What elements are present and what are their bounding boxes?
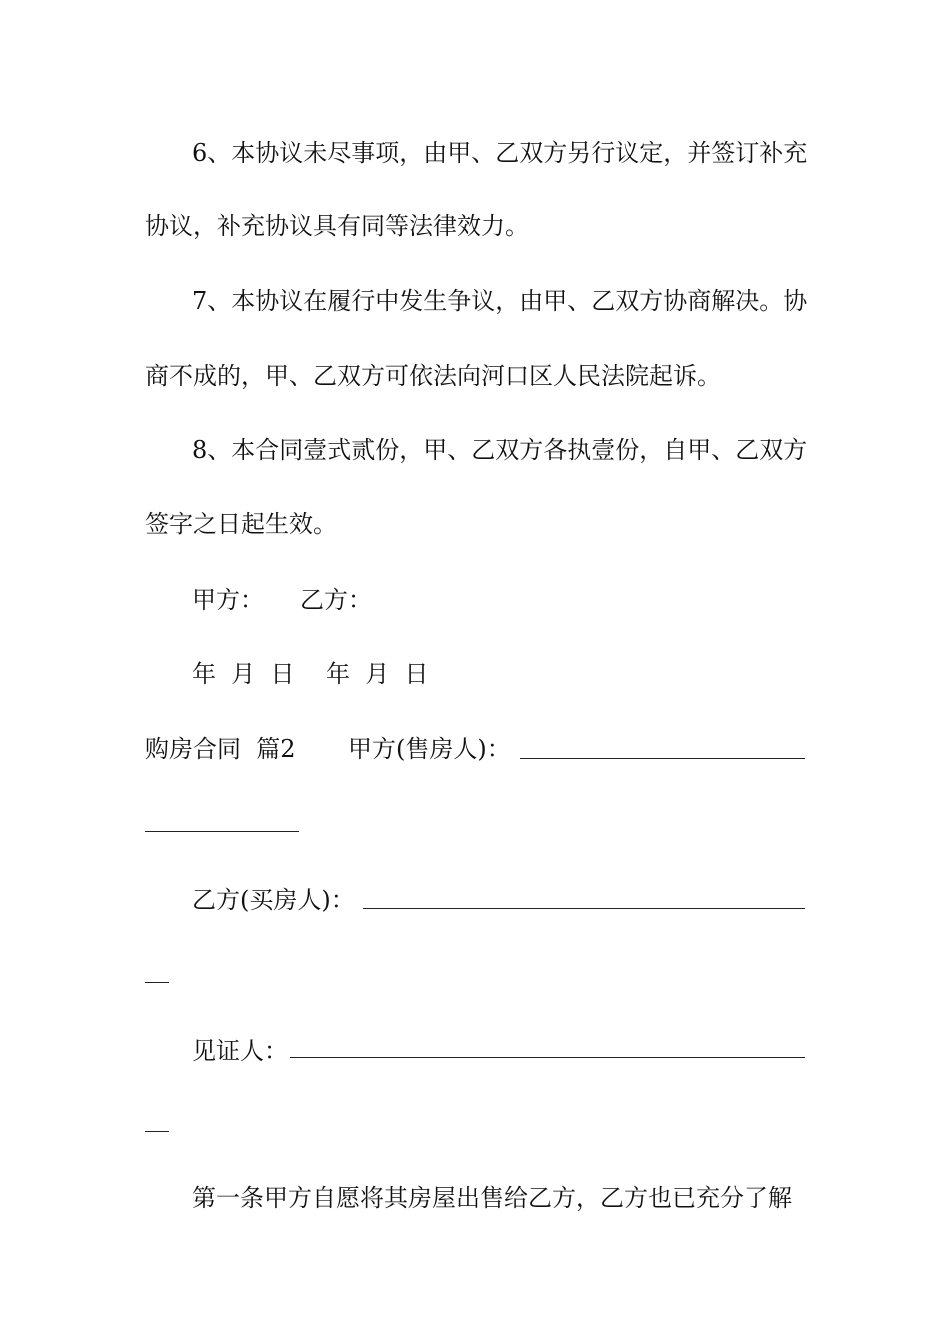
paragraph-6-line-1: 6、本协议未尽事项，由甲、乙双方另行议定，并签订补充 <box>192 139 808 167</box>
paragraph-6-line-2: 协议，补充协议具有同等法律效力。 <box>145 212 529 240</box>
party-b-signature-label: 乙方： <box>300 586 372 614</box>
seller-label: 甲方(售房人)： <box>348 735 511 763</box>
buyer-blank-line-continued <box>145 982 169 983</box>
party-b-date: 年 月 日 <box>326 660 429 688</box>
witness-blank-line <box>290 1057 805 1058</box>
section-title: 购房合同 篇2 <box>145 735 296 763</box>
buyer-blank-line <box>363 908 805 909</box>
paragraph-8-line-2: 签字之日起生效。 <box>145 510 337 538</box>
witness-blank-line-continued <box>145 1131 169 1132</box>
seller-blank-line <box>520 758 805 759</box>
article-1-line-1: 第一条甲方自愿将其房屋出售给乙方，乙方也已充分了解 <box>192 1184 792 1212</box>
paragraph-7-line-1: 7、本协议在履行中发生争议，由甲、乙双方协商解决。协 <box>192 287 808 315</box>
witness-label: 见证人： <box>192 1037 288 1065</box>
party-a-signature-label: 甲方： <box>192 586 264 614</box>
paragraph-8-line-1: 8、本合同壹式贰份，甲、乙双方各执壹份，自甲、乙双方 <box>192 436 808 464</box>
party-a-date: 年 月 日 <box>192 660 295 688</box>
buyer-label: 乙方(买房人)： <box>192 886 355 914</box>
seller-blank-line-continued <box>145 831 299 832</box>
paragraph-7-line-2: 商不成的，甲、乙双方可依法向河口区人民法院起诉。 <box>145 362 721 390</box>
